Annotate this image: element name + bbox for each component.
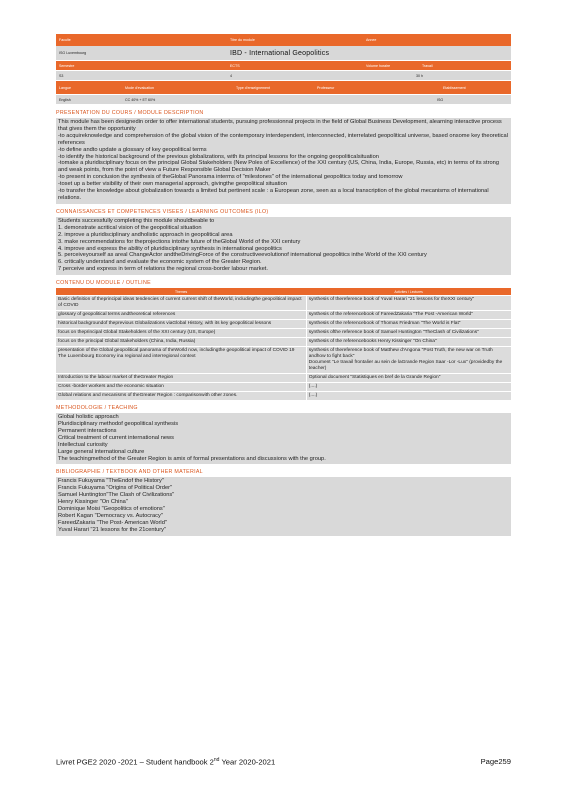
header-value-ects: 4 (230, 73, 232, 78)
presentation-line: -to transfer the knowledge about globalization towards a limited but pertinent scale : a European zone, seen as a local transcription of the global mecanisms of international relations. (58, 188, 489, 201)
section-title-learning-outcomes: CONNAISSANCES ET COMPETENCES VISEES / LEARNING OUTCOMES (ILO) (56, 208, 269, 215)
bibliography-box (56, 477, 511, 535)
header-label-teaching-type: Type d'enseignement (236, 85, 271, 90)
outline-theme-cell: Basic definition of theprincipal ideas tendencies of current current shift of theWorld, includingthe geopolitical impact of COVID (56, 296, 306, 311)
page-footer (56, 757, 511, 767)
bibliography-line: Henry Kissinger "On China" (58, 499, 128, 506)
table-row (56, 383, 511, 392)
section-title-outline: CONTENU DU MODULE / OUTLINE (56, 280, 151, 287)
outcome-line: Students successfully completing this module shouldbeable to (58, 217, 215, 224)
outline-activity-cell: (....) (306, 383, 511, 392)
outcome-line: 2. improve a pluridisciplinary andholistic approach in geopolitical area (58, 231, 233, 238)
presentation-box (56, 118, 511, 204)
header-label-evaluation: Mode d'evaluation (125, 85, 155, 90)
header-value-work: 30 h (416, 73, 423, 78)
teaching-line: Large general international culture (58, 448, 145, 455)
teaching-line: Pluridisciplinary methodof geopolitical synthesis (58, 421, 179, 428)
outline-theme-cell: presentation of the Global geopolitical panorama of theWorld now, includingthe geopolitical impact of COVID 19 The Luxembourg Economy ina regional and interregional context (56, 347, 306, 374)
header-label-year: Annee (366, 38, 377, 42)
outline-activity-cell: Optional document "Statistiques en bref de la Grande Region" (306, 374, 511, 383)
footer-handbook-title (56, 757, 275, 767)
presentation-line: -to acquireknowledge and comprehension of the global vision of the contemporary interdependent, interconnected, interrelated geopolitical universe, based onsome key theoretical references (58, 132, 508, 146)
presentation-line: -toset up a better visibility of their own managerial approach, givingthe geopolitical situation (58, 181, 287, 188)
outline-activity-cell: synthesis of the referencebook of FareedZakaria "The Post -American World" (306, 311, 511, 320)
table-row (56, 329, 511, 338)
teaching-line: Intellectual curiosity (58, 441, 108, 448)
outline-table (56, 288, 511, 400)
footer-title-end: Year 2020-2021 (219, 757, 276, 767)
module-title: IBD - International Geopolitics (230, 49, 330, 57)
presentation-line: -tomake a pluridisciplinary focus on the principal Global Stakeholders (New Poles of Excellence) of the XXI century (US, China, India, Europe, Russia, etc) in terms of its strong and weak points, from the point of view a Future Responsible Global Decision Maker (58, 160, 499, 174)
outcome-line: 7 perceive and express in term of relations the regional cross-border labour market. (58, 266, 268, 273)
teaching-line: Permanent interactions (58, 427, 117, 434)
outline-theme-cell: Cross -border workers and the economic situation (56, 383, 306, 392)
header-value-faculty: ISG Luxembourg (59, 51, 87, 55)
header-value-institution: ISG (437, 97, 444, 102)
header-label-hours: Volume horaire (366, 63, 391, 68)
outline-activity-cell: synthesis of the referencebooks Henry Kissinger "On China" (306, 338, 511, 347)
outline-theme-cell: historical backgroundof theprevious Globalizations viaGlobal History, with its key geopolitical lessons (56, 320, 306, 329)
header-label-professor: Professeur (317, 85, 335, 90)
header-row-2-labels (56, 61, 511, 71)
bibliography-line: Samuel Huntington"The Clash of Civilizations" (58, 492, 175, 499)
header-label-ects: ECTS (230, 63, 240, 68)
outcome-line: 6. critically understand and evaluate the economic system of the Greater Region. (58, 259, 262, 266)
outline-header-themes: Themes (56, 288, 306, 296)
handbook-page (56, 34, 511, 536)
header-label-institution: Etablissement (443, 85, 466, 90)
outline-activity-cell: synthesis ofthe reference book of Samuel Huntington "TheClash of Civilizations" (306, 329, 511, 338)
teaching-line: Global holistic approach (58, 414, 119, 421)
header-row-2-values (56, 71, 511, 81)
outline-theme-cell: focus on the principal Global Stakeholders (China, India, Russia) (56, 338, 306, 347)
bibliography-line: FareedZakaria "The Post- American World" (58, 519, 167, 526)
header-label-module-title: Titre du module (230, 38, 255, 42)
outline-activity-cell: synthesis of thereference book of Matthew d'Angona "Post Truth, the new war on Truth andhow to fight back" Document "Le travail frontalier au sein de laGrande Region Saar -Lor -Lux" (providedby the teacher) (306, 347, 511, 374)
presentation-line: This module has been designedin order to offer international students, pursuing professionnal projects in the field of Global Business Development, alearning interactive process that gives them the opportunity (58, 119, 502, 132)
outline-theme-cell: focus on theprincipal Global Stakeholders of the XXI century (US, Europe) (56, 329, 306, 338)
header-value-semester: S3 (59, 73, 64, 78)
header-label-language: Langue (59, 85, 71, 90)
bibliography-line: Francis Fukuyama "TheEndof the History" (58, 478, 164, 485)
header-label-work: Travail (422, 63, 433, 68)
header-value-language: English (59, 97, 71, 102)
header-row-1-values (56, 46, 511, 61)
learning-outcomes-box (56, 217, 511, 275)
bibliography-line: Yuval Harari "21 lessons for the 21century" (58, 526, 167, 533)
outcome-line: 5. perceiveyourself as areal ChangeActor andtheDrivingForce of the constructiveevolutionof international geopolitics inthe World of the XXI century (58, 252, 427, 259)
header-label-semester: Semestre (59, 63, 75, 68)
presentation-line: -to identify the historical background of the previous globalizations, with its principal lessons for the ongoing geopoliticalsituation (58, 153, 379, 160)
outline-theme-cell: Introduction to the labour market of theGreater Region (56, 374, 306, 383)
table-row (56, 347, 511, 374)
table-row (56, 392, 511, 401)
outline-theme-cell: Global relations and mecanisms of theGreater Region : comparisonwith other zones. (56, 392, 306, 401)
bibliography-line: Francis Fukuyama "Origins of Political Order" (58, 485, 173, 492)
outcome-line: 4. improve and express the ability of pluridisciplinary synthesis in international geopolitics (58, 245, 282, 252)
table-row (56, 320, 511, 329)
table-row (56, 296, 511, 311)
table-row (56, 374, 511, 383)
footer-title-start: Livret PGE2 2020 -2021 – Student handbook 2 (56, 757, 214, 767)
header-value-professor (308, 99, 434, 101)
section-title-teaching: METHODOLOGIE / TEACHING (56, 405, 138, 412)
page-number: Page259 (480, 757, 511, 766)
outcome-line: 1. demonstrate acritical vision of the geopolitical situation (58, 224, 202, 231)
header-label-faculty: Faculte (59, 38, 71, 42)
presentation-line: -to present in conclusion the synthesis of theGlobal Panorama interms of "milestones" of the international geopolitics today and tomorrow (58, 174, 403, 181)
header-row-3-labels (56, 81, 511, 95)
teaching-box (56, 413, 511, 464)
bibliography-line: Dominique Moisi "Geopolitics of emotions" (58, 506, 165, 513)
section-title-presentation: PRESENTATION DU COURS / MODULE DESCRIPTION (56, 110, 204, 116)
table-row (56, 311, 511, 320)
outcome-line: 3. make recommendations for theprojections intothe future of theGlobal World of the XXI century (58, 238, 301, 245)
footer-title-superscript: nd (213, 757, 220, 763)
header-row-1-labels (56, 34, 511, 46)
outline-activity-cell: (....) (306, 392, 511, 401)
bibliography-line: Robert Kagan "Democracy vs. Autocracy" (58, 513, 163, 519)
header-value-evaluation: CC 40% + ET 60% (125, 97, 156, 102)
section-title-bibliography: BIBLIOGRAPHIE / TEXTBOOK AND OTHER MATERIAL (56, 469, 203, 476)
table-row (56, 338, 511, 347)
outline-theme-cell: glossary of geopolitical terms andtheoretical references (56, 311, 306, 320)
outline-header-activities: Activites / Lectures (306, 288, 511, 296)
header-row-3-values (56, 95, 511, 105)
outline-activity-cell: synthesis of the referencebook of Thomas Friedman "The World is Flat" (306, 320, 511, 329)
teaching-line: Critical treatment of current international news (58, 434, 175, 441)
outline-activity-cell: synthesis of thereference book of Yuval Harari "21 lessons for theXXI century" (306, 296, 511, 311)
teaching-line: The teachingmethod of the Greater Region is amix of formal presentations and discussions with the group. (58, 455, 326, 462)
outline-header-row (56, 288, 511, 296)
presentation-line: -to define andto update a glossary of key geopolitical terms (58, 146, 207, 153)
